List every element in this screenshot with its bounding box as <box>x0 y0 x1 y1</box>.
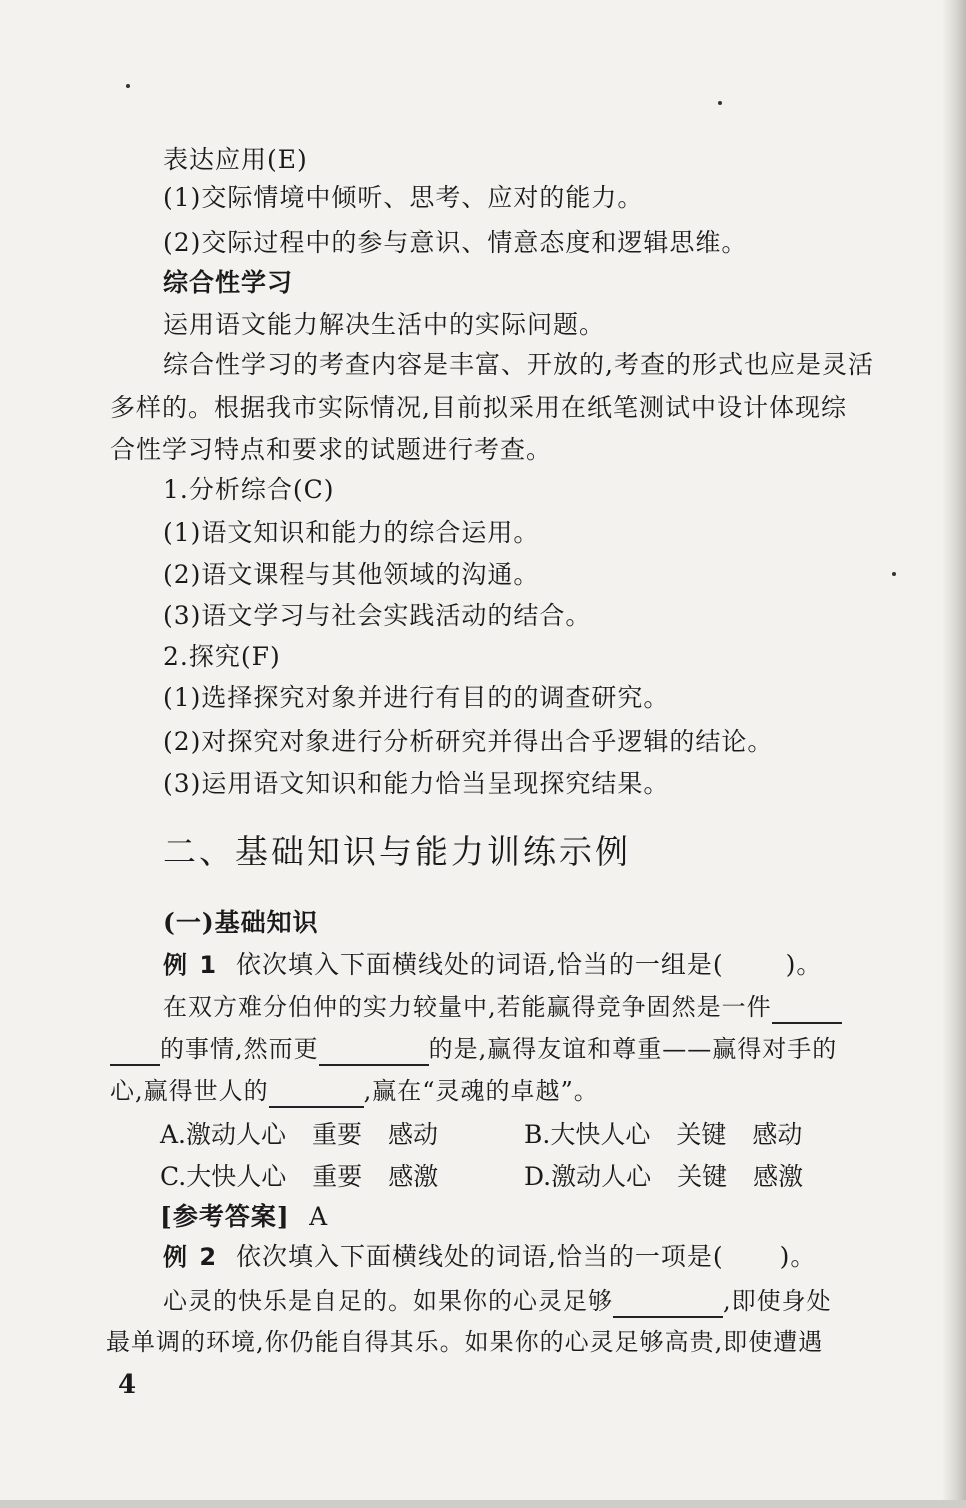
example-1-prompt-end: )。 <box>785 950 823 979</box>
example-2-passage-line-1 <box>163 1284 832 1318</box>
passage-text: 的是,赢得友谊和尊重——赢得对手的 <box>428 1035 838 1063</box>
passage-text: 在双方难分伯仲的实力较量中,若能赢得竞争固然是一件 <box>163 993 772 1021</box>
option-letter: C. <box>160 1162 187 1191</box>
option-word: 大快人心 <box>550 1120 651 1149</box>
option-word: 激动人心 <box>551 1162 652 1191</box>
example-1-label: 例 1 <box>163 951 219 979</box>
text-line: 2.探究(F) <box>163 642 281 671</box>
answer-value: A <box>309 1202 329 1231</box>
option-word: 关键 <box>677 1162 728 1191</box>
fill-blank-2 <box>319 1040 429 1066</box>
option-letter: A. <box>160 1120 187 1149</box>
option-word: 感激 <box>388 1162 439 1191</box>
passage-text: 心灵的快乐是自足的。如果你的心灵足够 <box>163 1287 613 1315</box>
example-2-prompt: 依次填入下面横线处的词语,恰当的一项是( <box>235 1242 724 1271</box>
example-2-question <box>163 1240 816 1274</box>
example-1-passage-line-1 <box>163 990 842 1024</box>
example-2-label: 例 2 <box>163 1243 219 1271</box>
passage-text: 心,赢得世人的 <box>110 1077 269 1105</box>
text-line: 合性学习特点和要求的试题进行考查。 <box>110 435 553 464</box>
fill-blank-1 <box>772 998 842 1024</box>
option-word: 激动人心 <box>186 1120 287 1149</box>
option-letter: B. <box>524 1120 551 1149</box>
fill-blank-1-cont <box>110 1040 160 1066</box>
option-word: 感动 <box>752 1120 803 1149</box>
subsection-heading: (一)基础知识 <box>163 908 319 937</box>
text-line: (1)语文知识和能力的综合运用。 <box>163 518 540 547</box>
option-word: 感动 <box>388 1120 439 1149</box>
option-b <box>524 1118 802 1152</box>
option-word: 大快人心 <box>186 1162 287 1191</box>
passage-text: 的事情,然而更 <box>160 1035 319 1063</box>
option-word: 重要 <box>312 1120 363 1149</box>
fill-blank-3 <box>269 1082 364 1108</box>
option-c <box>160 1160 438 1194</box>
passage-text: ,即使身处 <box>723 1287 832 1315</box>
text-line: (3)运用语文知识和能力恰当呈现探究结果。 <box>163 769 670 798</box>
option-a <box>160 1118 438 1152</box>
example-1-question <box>163 948 822 982</box>
option-word: 重要 <box>312 1162 363 1191</box>
page-number: 4 <box>118 1370 137 1400</box>
text-line: 综合性学习的考查内容是丰富、开放的,考查的形式也应是灵活 <box>163 350 874 379</box>
text-line: 运用语文能力解决生活中的实际问题。 <box>163 310 606 339</box>
option-letter: D. <box>524 1162 552 1191</box>
speck <box>892 572 896 576</box>
option-word: 关键 <box>676 1120 727 1149</box>
text-line: 表达应用(E) <box>163 145 308 174</box>
text-line: 多样的。根据我市实际情况,目前拟采用在纸笔测试中设计体现综 <box>110 393 847 422</box>
example-1-prompt: 依次填入下面横线处的词语,恰当的一组是( <box>235 950 724 979</box>
text-line: (1)选择探究对象并进行有目的的调查研究。 <box>163 683 670 712</box>
section-heading: 二、基础知识与能力训练示例 <box>163 832 631 871</box>
text-line: (2)语文课程与其他领域的沟通。 <box>163 560 540 589</box>
example-1-passage-line-3 <box>110 1074 599 1108</box>
text-line: (3)语文学习与社会实践活动的结合。 <box>163 601 592 630</box>
text-line: (1)交际情境中倾听、思考、应对的能力。 <box>163 183 644 212</box>
speck <box>718 101 722 105</box>
example-2-passage-line-2: 最单调的环境,你仍能自得其乐。如果你的心灵足够高贵,即使遭遇 <box>106 1328 824 1356</box>
speck <box>126 84 130 88</box>
text-line: (2)交际过程中的参与意识、情意态度和逻辑思维。 <box>163 228 748 257</box>
answer-line <box>160 1200 328 1234</box>
passage-text: ,赢在“灵魂的卓越”。 <box>363 1077 599 1105</box>
fill-blank-1 <box>613 1292 723 1318</box>
text-line: 1.分析综合(C) <box>163 475 335 504</box>
text-line: (2)对探究对象进行分析研究并得出合乎逻辑的结论。 <box>163 727 774 756</box>
answer-label: [参考答案] <box>160 1202 290 1231</box>
page-bottom-edge <box>0 1500 966 1508</box>
example-2-prompt-end: )。 <box>779 1242 817 1271</box>
example-1-passage-line-2 <box>110 1032 837 1066</box>
page-edge-shadow <box>942 0 966 1508</box>
option-word: 感激 <box>753 1162 804 1191</box>
subheading: 综合性学习 <box>163 268 294 297</box>
option-d <box>524 1160 803 1194</box>
